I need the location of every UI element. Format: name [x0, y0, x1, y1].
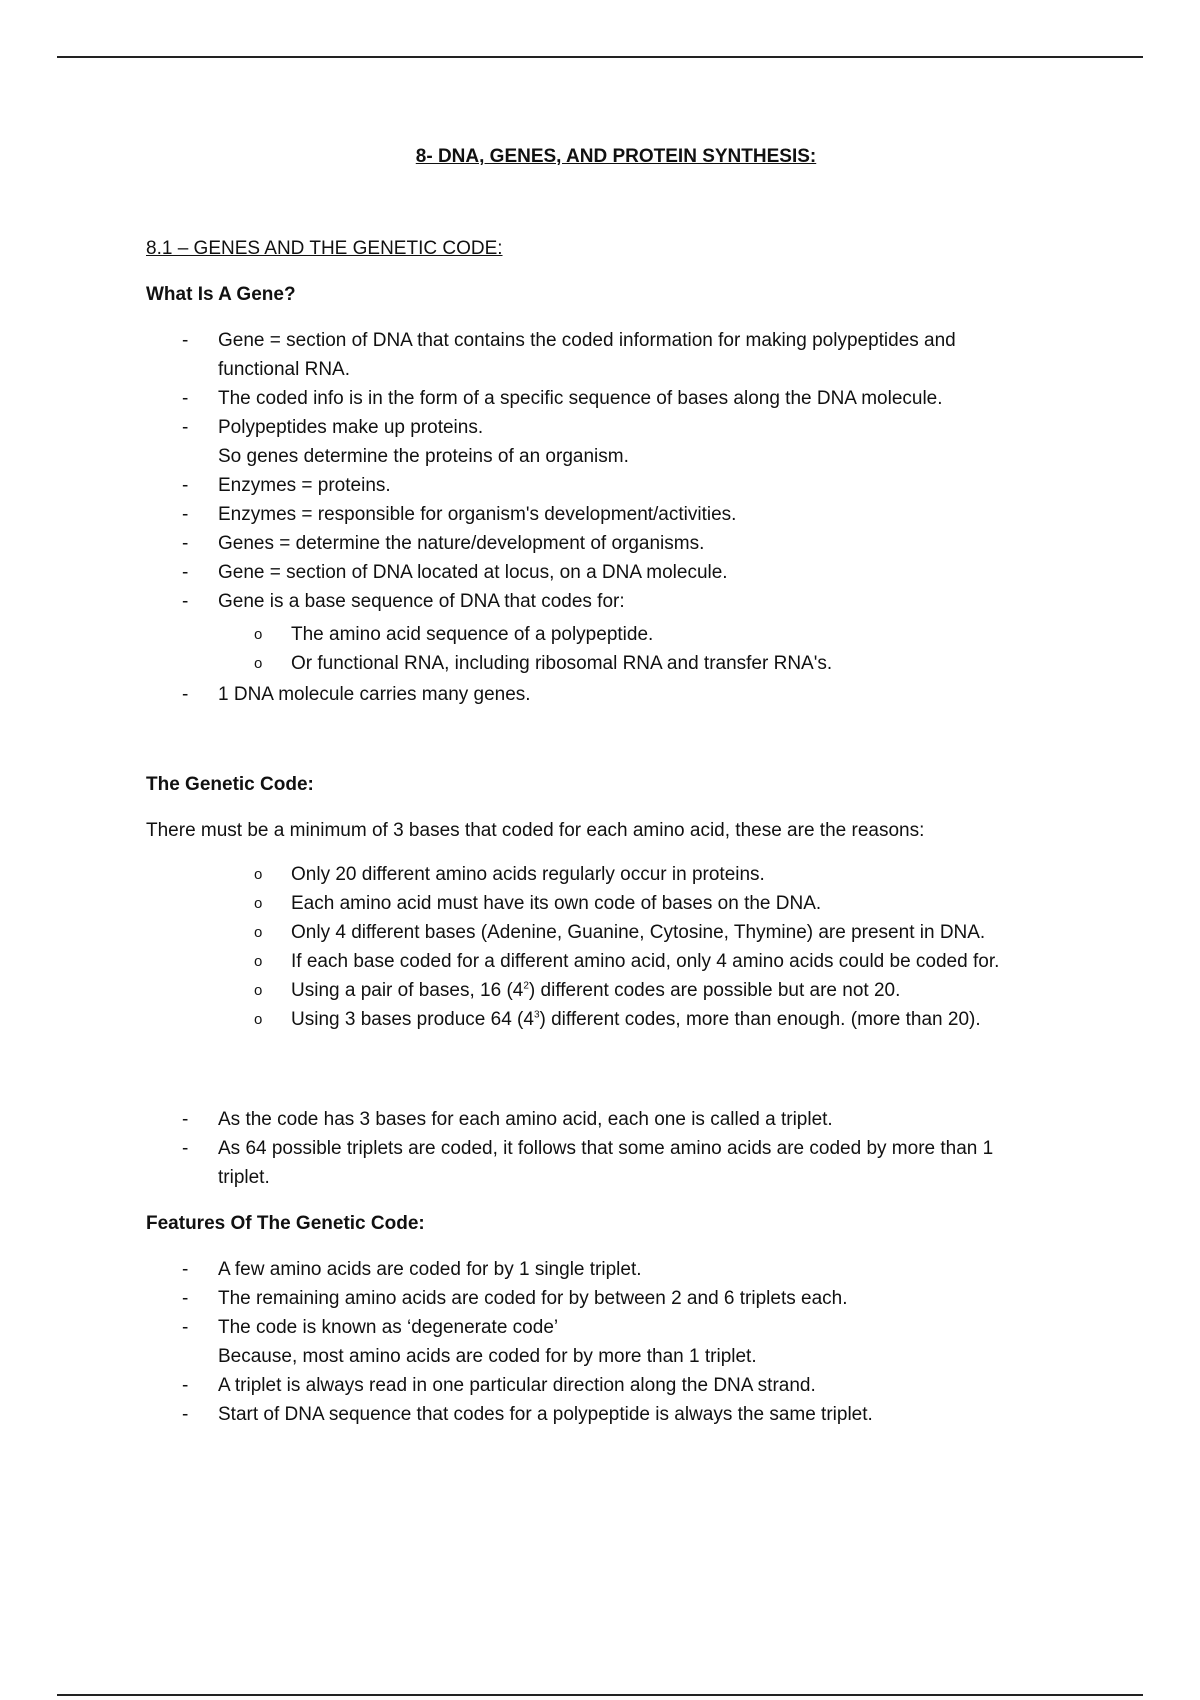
reason-item: o Only 4 different bases (Adenine, Guanine, Cytosine, Thymine) are present in DNA. — [146, 918, 1066, 947]
reasons-list — [146, 860, 1066, 1034]
genetic-code-intro: There must be a minimum of 3 bases that coded for each amino acid, these are the reasons: — [146, 820, 925, 841]
dash-bullet: - — [182, 1138, 189, 1159]
dash-bullet: - — [182, 1288, 189, 1309]
dash-bullet: - — [182, 504, 189, 525]
gene-list-tail — [146, 680, 1066, 709]
dash-bullet: - — [182, 533, 189, 554]
list-item: - A triplet is always read in one particular direction along the DNA strand. — [146, 1371, 1066, 1400]
dash-bullet: - — [182, 684, 189, 705]
bottom-rule — [57, 1694, 1143, 1696]
dash-bullet: - — [182, 1109, 189, 1130]
list-item: - Enzymes = responsible for organism's development/activities. — [146, 500, 1066, 529]
page-title: 8- DNA, GENES, AND PROTEIN SYNTHESIS: — [415, 146, 817, 167]
list-item: - Enzymes = proteins. — [146, 471, 1066, 500]
sub-list-item: o The amino acid sequence of a polypeptide. — [146, 620, 1066, 649]
circle-bullet: o — [254, 866, 263, 883]
dash-bullet: - — [182, 1317, 189, 1338]
features-heading: Features Of The Genetic Code: — [146, 1213, 425, 1234]
list-item: - Gene is a base sequence of DNA that codes for: — [146, 587, 1066, 616]
reason-item: o Using 3 bases produce 64 $(4^3)$ different codes, more than enough. (more than 20). — [146, 1005, 1066, 1034]
list-item: - As the code has 3 bases for each amino acid, each one is called a triplet. — [146, 1105, 1066, 1134]
genetic-code-heading: The Genetic Code: — [146, 774, 314, 795]
list-item: - Genes = determine the nature/development of organisms. — [146, 529, 1066, 558]
dash-bullet: - — [182, 1375, 189, 1396]
reason-item: o Using a pair of bases, 16 $(4^2)$ different codes are possible but are not 20. — [146, 976, 1066, 1005]
list-item: - Polypeptides make up proteins. So genes determine the proteins of an organism. — [146, 413, 1066, 471]
top-rule — [57, 56, 1143, 58]
gene-list — [146, 326, 1066, 616]
list-item: - The remaining amino acids are coded for by between 2 and 6 triplets each. — [146, 1284, 1066, 1313]
features-list — [146, 1255, 1066, 1429]
circle-bullet: o — [254, 924, 263, 941]
reason-item: o If each base coded for a different amino acid, only 4 amino acids could be coded for. — [146, 947, 1066, 976]
dash-bullet: - — [182, 475, 189, 496]
list-item: - Start of DNA sequence that codes for a polypeptide is always the same triplet. — [146, 1400, 1066, 1429]
list-item: - 1 DNA molecule carries many genes. — [146, 680, 1066, 709]
list-item: - A few amino acids are coded for by 1 single triplet. — [146, 1255, 1066, 1284]
gene-sub-list — [146, 620, 1066, 678]
triplet-points-list — [146, 1105, 1066, 1192]
list-item: - The code is known as ‘degenerate code’ Because, most amino acids are coded for by more than 1 triplet. — [146, 1313, 1066, 1371]
circle-bullet: o — [254, 982, 263, 999]
reason-item: o Each amino acid must have its own code of bases on the DNA. — [146, 889, 1066, 918]
dash-bullet: - — [182, 1259, 189, 1280]
circle-bullet: o — [254, 895, 263, 912]
circle-bullet: o — [254, 953, 263, 970]
dash-bullet: - — [182, 562, 189, 583]
list-item: - As 64 possible triplets are coded, it follows that some amino acids are coded by more than 1 triplet. — [146, 1134, 1066, 1192]
what-is-a-gene-heading: What Is A Gene? — [146, 284, 296, 305]
list-item: - Gene = section of DNA that contains the coded information for making polypeptides and functional RNA. — [146, 326, 1066, 384]
circle-bullet: o — [254, 1011, 263, 1028]
dash-bullet: - — [182, 591, 189, 612]
sub-list-item: o Or functional RNA, including ribosomal RNA and transfer RNA's. — [146, 649, 1066, 678]
list-item: - Gene = section of DNA located at locus, on a DNA molecule. — [146, 558, 1066, 587]
circle-bullet: o — [254, 655, 263, 672]
list-item: - The coded info is in the form of a specific sequence of bases along the DNA molecule. — [146, 384, 1066, 413]
dash-bullet: - — [182, 1404, 189, 1425]
dash-bullet: - — [182, 417, 189, 438]
dash-bullet: - — [182, 388, 189, 409]
reason-item: o Only 20 different amino acids regularly occur in proteins. — [146, 860, 1066, 889]
section-heading: 8.1 – GENES AND THE GENETIC CODE: — [146, 238, 503, 259]
circle-bullet: o — [254, 626, 263, 643]
dash-bullet: - — [182, 330, 189, 351]
